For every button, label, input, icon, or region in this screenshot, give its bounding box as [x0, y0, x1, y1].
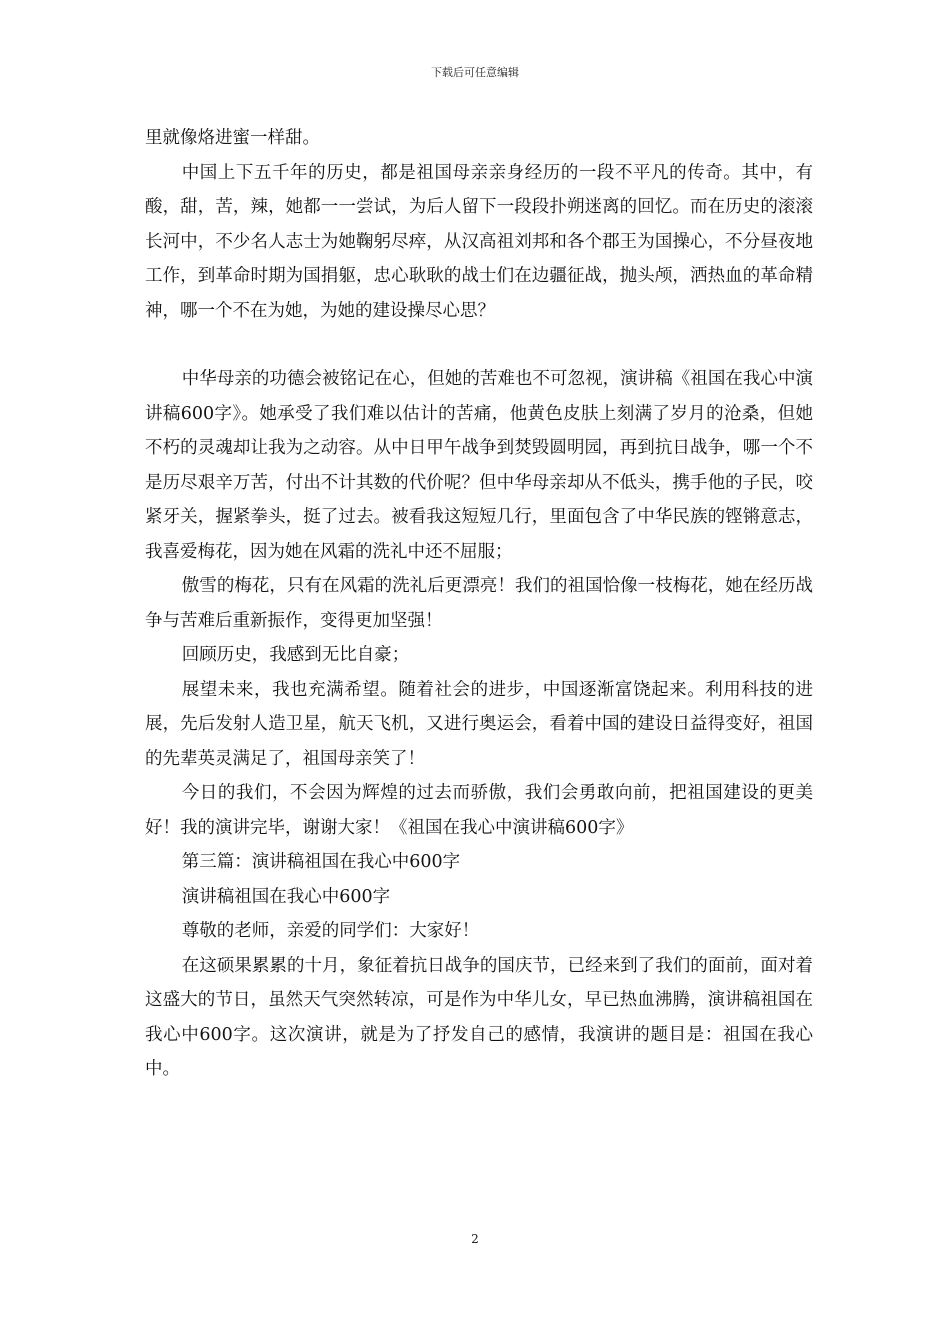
paragraph-review-history: 回顾历史，我感到无比自豪； — [181, 645, 410, 665]
document-body — [145, 121, 813, 1087]
speech-title: 演讲稿祖国在我心中600字 — [181, 886, 391, 907]
page-header: 下载后可任意编辑 — [431, 66, 519, 79]
paragraph-continuation: 里就像烙进蜜一样甜。 — [145, 128, 320, 148]
speech-greeting: 尊敬的老师，亲爱的同学们：大家好！ — [181, 921, 480, 941]
paragraph-hardship: 中华母亲的功德会被铭记在心，但她的苦难也不可忽视，演讲稿《祖国在我心中演讲稿600字》。她承受了我们难以估计的苦痛，他黄色皮肤上刻满了岁月的沧桑，但她不朽的灵魂却让我为之动容。从中日甲午战争到焚毁圆明园，再到抗日战争，哪一个不是历尽艰辛万苦，付出不计其数的代价呢？但中华母亲却从不低头，携手他的子民，咬紧牙关，握紧拳头，挺了过去。被看我这短短几行，里面包含了中华民族的铿锵意志，我喜爱梅花，因为她在风霜的洗礼中还不屈服； — [145, 369, 813, 562]
paragraph-october: 在这硕果累累的十月，象征着抗日战争的国庆节，已经来到了我们的面前，面对着这盛大的节日，虽然天气突然转凉，可是作为中华儿女，早已热血沸腾，演讲稿祖国在我心中600字。这次演讲，就是为了抒发自己的感情，我演讲的题目是：祖国在我心中。 — [145, 955, 813, 1079]
section-heading: 第三篇：演讲稿祖国在我心中600字 — [181, 852, 461, 872]
paragraph-conclusion: 今日的我们，不会因为辉煌的过去而骄傲，我们会勇敢向前，把祖国建设的更美好！我的演讲完毕，谢谢大家！《祖国在我心中演讲稿600字》 — [145, 783, 813, 838]
paragraph-future: 展望未来，我也充满希望。随着社会的进步，中国逐渐富饶起来。利用科技的进展，先后发射人造卫星，航天飞机，又进行奥运会，看着中国的建设日益得变好，祖国的先辈英灵满足了，祖国母亲笑了！ — [145, 679, 813, 769]
page-number: 2 — [471, 1232, 479, 1246]
paragraph-history: 中国上下五千年的历史，都是祖国母亲亲身经历的一段不平凡的传奇。其中，有酸，甜，苦，辣，她都一一尝试，为后人留下一段段扑朔迷离的回忆。而在历史的滚滚长河中，不少名人志士为她鞠躬尽瘁，从汉高祖刘邦和各个郡王为国操心，不分昼夜地工作，到革命时期为国捐躯，忠心耿耿的战士们在边疆征战，抛头颅，洒热血的革命精神，哪一个不在为她，为她的建设操尽心思？ — [145, 162, 813, 321]
paragraph-plum-blossom: 傲雪的梅花，只有在风霜的洗礼后更漂亮！我们的祖国恰像一枝梅花，她在经历战争与苦难后重新振作，变得更加坚强！ — [145, 576, 813, 631]
paragraph-spacer — [145, 328, 813, 362]
